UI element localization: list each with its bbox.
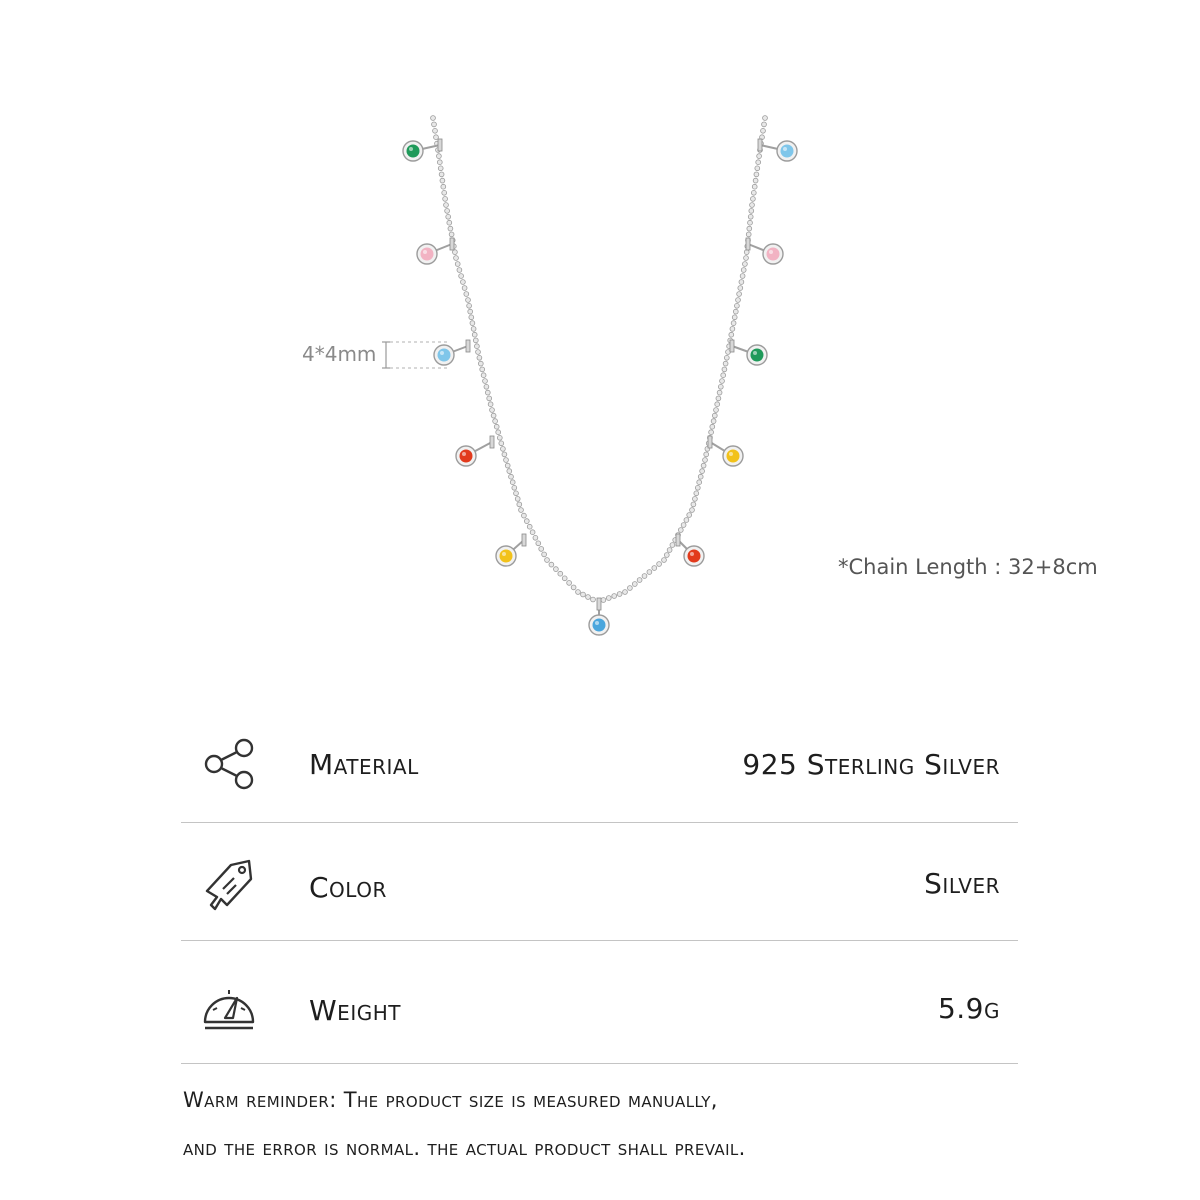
chain-bead bbox=[722, 367, 727, 372]
chain-length-note: *Chain Length : 32+8cm bbox=[838, 555, 1098, 579]
chain-bead bbox=[681, 523, 686, 528]
chain-bead bbox=[754, 172, 759, 177]
chain-bead bbox=[562, 576, 567, 581]
chain-bead bbox=[522, 513, 527, 518]
chain-bead bbox=[762, 122, 767, 127]
chain-bead bbox=[472, 332, 477, 337]
chain-bead bbox=[751, 190, 756, 195]
chain-bead bbox=[438, 166, 443, 171]
chain-bead bbox=[695, 485, 700, 490]
gemstone-charm bbox=[434, 340, 470, 365]
chain-bead bbox=[724, 355, 729, 360]
chain-bead bbox=[697, 480, 702, 485]
chain-bead bbox=[491, 413, 496, 418]
chain-bead bbox=[730, 327, 735, 332]
warm-reminder-line-2: and the error is normal. the actual product shall prevail. bbox=[183, 1136, 746, 1160]
chain-bead bbox=[709, 430, 714, 435]
chain-bead bbox=[721, 373, 726, 378]
chain-bead bbox=[756, 160, 761, 165]
chain-bead bbox=[527, 524, 532, 529]
gemstone-charm bbox=[456, 436, 494, 466]
chain-bead bbox=[524, 519, 529, 524]
gemstone-charm bbox=[417, 238, 454, 264]
chain-bead bbox=[586, 595, 591, 600]
chain-bead bbox=[628, 586, 633, 591]
chain-bead bbox=[732, 315, 737, 320]
chain-bead bbox=[433, 128, 438, 133]
chain-bead bbox=[743, 262, 748, 267]
chain-bead bbox=[449, 232, 454, 237]
stone-size-label: 4*4mm bbox=[302, 342, 377, 366]
chain-bead bbox=[488, 402, 493, 407]
chain-bead bbox=[670, 543, 675, 548]
chain-bead bbox=[446, 214, 451, 219]
chain-bead bbox=[755, 166, 760, 171]
chain-bead bbox=[530, 530, 535, 535]
chain-bead bbox=[729, 332, 734, 337]
chain-bead bbox=[704, 452, 709, 457]
chain-bead bbox=[747, 226, 752, 231]
chain-bead bbox=[761, 128, 766, 133]
chain-bead bbox=[715, 402, 720, 407]
chain-bead bbox=[720, 379, 725, 384]
chain-bead bbox=[464, 292, 469, 297]
chain-bead bbox=[763, 116, 768, 121]
chain-bead bbox=[545, 558, 550, 563]
chain-bead bbox=[647, 570, 652, 575]
chain-bead bbox=[703, 458, 708, 463]
chain-bead bbox=[494, 424, 499, 429]
chain-bead bbox=[737, 292, 742, 297]
chain-bead bbox=[461, 280, 466, 285]
chain-bead bbox=[731, 321, 736, 326]
gemstone-charm bbox=[589, 598, 609, 635]
price-tag-icon bbox=[201, 857, 257, 913]
chain-bead bbox=[736, 298, 741, 303]
chain-bead bbox=[471, 327, 476, 332]
chain-bead bbox=[733, 309, 738, 314]
chain-bead bbox=[496, 430, 501, 435]
chain-bead bbox=[746, 232, 751, 237]
chain-bead bbox=[554, 567, 559, 572]
chain-bead bbox=[714, 408, 719, 413]
chain-bead bbox=[466, 298, 471, 303]
chain-bead bbox=[443, 197, 448, 202]
chain-bead bbox=[447, 220, 452, 225]
chain-bead bbox=[601, 598, 606, 603]
chain-bead bbox=[549, 562, 554, 567]
chain-bead bbox=[509, 474, 514, 479]
chain-bead bbox=[493, 419, 498, 424]
chain-bead bbox=[480, 367, 485, 372]
chain-bead bbox=[739, 280, 744, 285]
chain-bead bbox=[487, 396, 492, 401]
chain-bead bbox=[536, 541, 541, 546]
chain-bead bbox=[478, 361, 483, 366]
weight-label: Weight bbox=[309, 994, 401, 1027]
chain-bead bbox=[453, 250, 458, 255]
chain-bead bbox=[431, 116, 436, 121]
chain-bead bbox=[502, 452, 507, 457]
chain-bead bbox=[662, 558, 667, 563]
chain-bead bbox=[741, 268, 746, 273]
chain-bead bbox=[678, 528, 683, 533]
chain-bead bbox=[744, 256, 749, 261]
chain-bead bbox=[612, 594, 617, 599]
chain-bead bbox=[517, 502, 522, 507]
chain-bead bbox=[475, 344, 480, 349]
chain-bead bbox=[484, 384, 489, 389]
chain-bead bbox=[667, 548, 672, 553]
spec-row-material bbox=[181, 736, 1018, 796]
material-label: Material bbox=[309, 748, 419, 781]
color-value: Silver bbox=[924, 867, 1000, 900]
chain-bead bbox=[507, 469, 512, 474]
chain-bead bbox=[519, 508, 524, 513]
chain-bead bbox=[490, 408, 495, 413]
chain-bead bbox=[684, 518, 689, 523]
chain-bead bbox=[738, 286, 743, 291]
chain-bead bbox=[716, 396, 721, 401]
chain-bead bbox=[440, 178, 445, 183]
chain-bead bbox=[751, 197, 756, 202]
gemstone-charm bbox=[676, 534, 704, 566]
chain-bead bbox=[698, 474, 703, 479]
chain-bead bbox=[748, 220, 753, 225]
material-value: 925 Sterling Silver bbox=[742, 748, 1000, 781]
chain-bead bbox=[687, 513, 692, 518]
chain-bead bbox=[752, 184, 757, 189]
chain-bead bbox=[757, 154, 762, 159]
chain-bead bbox=[470, 321, 475, 326]
chain-bead bbox=[468, 309, 473, 314]
chain-bead bbox=[442, 190, 447, 195]
chain-bead bbox=[718, 384, 723, 389]
chain-bead bbox=[710, 424, 715, 429]
chain-bead bbox=[693, 497, 698, 502]
chain-bead bbox=[657, 562, 662, 567]
spec-row-color bbox=[181, 857, 1018, 917]
chain-bead bbox=[445, 209, 450, 214]
chain-bead bbox=[712, 413, 717, 418]
chain-bead bbox=[701, 463, 706, 468]
chain-bead bbox=[664, 553, 669, 558]
chain-bead bbox=[512, 485, 517, 490]
chain-bead bbox=[567, 581, 572, 586]
chain-bead bbox=[481, 373, 486, 378]
spec-row-weight bbox=[181, 980, 1018, 1040]
chain-bead bbox=[501, 447, 506, 452]
chain-bead bbox=[441, 184, 446, 189]
chain-bead bbox=[444, 203, 449, 208]
chain-bead bbox=[439, 172, 444, 177]
share-icon bbox=[201, 736, 257, 792]
chain-bead bbox=[581, 592, 586, 597]
chain-bead bbox=[533, 535, 538, 540]
chain-bead bbox=[437, 154, 442, 159]
chain-bead bbox=[744, 250, 749, 255]
chain-bead bbox=[437, 160, 442, 165]
chain-bead bbox=[510, 480, 515, 485]
chain-bead bbox=[455, 262, 460, 267]
chain-bead bbox=[632, 582, 637, 587]
chain-bead bbox=[748, 214, 753, 219]
warm-reminder-line-1: Warm reminder: The product size is measured manually, bbox=[183, 1088, 718, 1112]
chain-bead bbox=[459, 274, 464, 279]
gemstone-charm bbox=[708, 436, 743, 466]
chain-bead bbox=[723, 361, 728, 366]
chain-bead bbox=[700, 469, 705, 474]
chain-bead bbox=[477, 355, 482, 360]
gemstone-charm bbox=[758, 139, 797, 161]
chain-bead bbox=[476, 350, 481, 355]
weight-value: 5.9g bbox=[937, 992, 1000, 1025]
chain-bead bbox=[750, 203, 755, 208]
chain-bead bbox=[473, 338, 478, 343]
chain-bead bbox=[571, 585, 576, 590]
color-label: Color bbox=[309, 871, 387, 904]
chain-bead bbox=[542, 552, 547, 557]
chain-bead bbox=[457, 268, 462, 273]
chain-bead bbox=[539, 547, 544, 552]
chain-bead bbox=[483, 379, 488, 384]
divider bbox=[181, 1063, 1018, 1064]
chain-bead bbox=[514, 491, 519, 496]
chain-bead bbox=[749, 209, 754, 214]
gauge-icon bbox=[201, 980, 257, 1036]
chain-bead bbox=[617, 592, 622, 597]
chain-bead bbox=[690, 508, 695, 513]
chain-bead bbox=[642, 574, 647, 579]
chain-bead bbox=[691, 502, 696, 507]
chain-bead bbox=[485, 390, 490, 395]
divider bbox=[181, 940, 1018, 941]
chain-bead bbox=[497, 435, 502, 440]
chain-bead bbox=[558, 571, 563, 576]
chain-bead bbox=[504, 458, 509, 463]
chain-bead bbox=[462, 286, 467, 291]
chain-bead bbox=[740, 274, 745, 279]
chain-bead bbox=[448, 226, 453, 231]
chain-bead bbox=[606, 596, 611, 601]
chain-bead bbox=[652, 566, 657, 571]
chain-bead bbox=[637, 578, 642, 583]
chain-bead bbox=[499, 441, 504, 446]
chain-bead bbox=[454, 256, 459, 261]
divider bbox=[181, 822, 1018, 823]
chain-bead bbox=[711, 419, 716, 424]
gemstone-charm bbox=[730, 340, 767, 365]
chain-bead bbox=[515, 497, 520, 502]
chain-bead bbox=[505, 463, 510, 468]
chain-bead bbox=[576, 590, 581, 595]
chain-bead bbox=[694, 491, 699, 496]
gemstone-charm bbox=[496, 534, 526, 566]
chain-bead bbox=[717, 390, 722, 395]
chain-bead bbox=[735, 303, 740, 308]
chain-bead bbox=[432, 122, 437, 127]
chain-bead bbox=[469, 315, 474, 320]
chain-bead bbox=[753, 178, 758, 183]
gemstone-charm bbox=[746, 238, 783, 264]
chain-bead bbox=[623, 590, 628, 595]
chain-bead bbox=[467, 303, 472, 308]
chain-bead bbox=[591, 597, 596, 602]
